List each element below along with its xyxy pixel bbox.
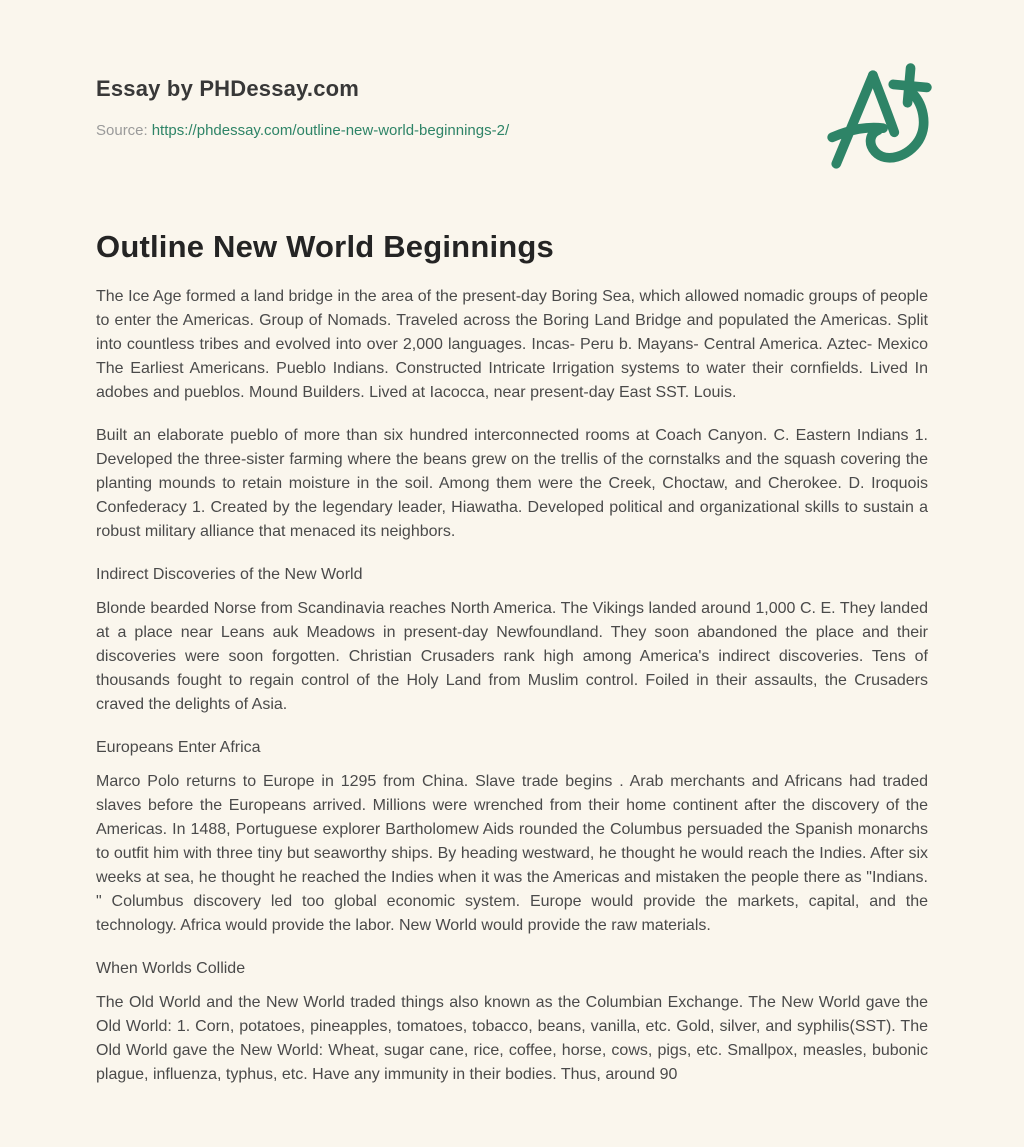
paragraph-norse-vikings: Blonde bearded Norse from Scandinavia reaches North America. The Vikings landed around 1,000 C. E. They landed at a place near Leans auk Meadows in present-day Newfoundland. They soon abandoned the place and their discoveries were soon forgotten. Christian Crusaders rank high among America's indirect discoveries. Tens of thousands fought to regain control of the Holy Land from Muslim control. Foiled in their assaults, the Crusaders craved the delights of Asia. <box>96 600 928 713</box>
section-heading-when-worlds-collide: When Worlds Collide <box>96 960 246 977</box>
logo-a-left-stroke <box>836 75 873 164</box>
section-heading-europeans-enter-africa: Europeans Enter Africa <box>96 739 261 756</box>
source-url-link[interactable]: https://phdessay.com/outline-new-world-beginnings-2/ <box>151 122 510 139</box>
source-label: Source: <box>96 122 148 139</box>
a-plus-logo <box>822 62 934 174</box>
source-line <box>96 121 928 141</box>
paragraph-marco-polo: Marco Polo returns to Europe in 1295 from China. Slave trade begins . Arab merchants and Africans had traded slaves before the Europeans arrived. Millions were wrenched from their home continent after the discovery of the Americas. In 1488, Portuguese explorer Bartholomew Aids rounded the Columbus persuaded the Spanish monarchs to outfit him with three tiny but seaworthy ships. By heading westward, he thought he would reach the Indies. After six weeks at sea, he thought he reached the Indies when it was the Americas and mistaken the people there as "Indians. " Columbus discovery led too global economic system. Europe would provide the markets, capital, and the technology. Africa would provide the labor. New World would provide the raw materials. <box>96 773 928 934</box>
document-title: Outline New World Beginnings <box>96 229 554 264</box>
paragraph-pueblo: Built an elaborate pueblo of more than six hundred interconnected rooms at Coach Canyon. C. Eastern Indians 1. Developed the three-sister farming where the beans grew on the trellis of the cornstalks and the squash covering the planting mounds to retain moisture in the soil. Among them were the Creek, Choctaw, and Cherokee. D. Iroquois Confederacy 1. Created by the legendary leader, Hiawatha. Developed political and organizational skills to sustain a robust military alliance that menaced its neighbors. <box>96 427 928 540</box>
site-title: Essay by PHDessay.com <box>96 76 360 101</box>
document-body <box>96 285 928 1087</box>
section-heading-indirect-discoveries: Indirect Discoveries of the New World <box>96 566 363 583</box>
paragraph-ice-age: The Ice Age formed a land bridge in the area of the present-day Boring Sea, which allowed nomadic groups of people to enter the Americas. Group of Nomads. Traveled across the Boring Land Bridge and populated the Americas. Split into countless tribes and evolved into over 2,000 languages. Incas- Peru b. Mayans- Central America. Aztec- Mexico The Earliest Americans. Pueblo Indians. Constructed Intricate Irrigation systems to water their cornfields. Lived In adobes and pueblos. Mound Builders. Lived at Iacocca, near present-day East SST. Louis. <box>96 288 928 401</box>
paragraph-columbian-exchange: The Old World and the New World traded things also known as the Columbian Exchange. The New World gave the Old World: 1. Corn, potatoes, pineapples, tomatoes, tobacco, beans, vanilla, etc. Gold, silver, and syphilis(SST). The Old World gave the New World: Wheat, sugar cane, rice, coffee, horse, cows, pigs, etc. Smallpox, measles, bubonic plague, influenza, typhus, etc. Have any immunity in their bodies. Thus, around 90 <box>96 994 928 1083</box>
logo-plus-horizontal <box>893 84 927 87</box>
